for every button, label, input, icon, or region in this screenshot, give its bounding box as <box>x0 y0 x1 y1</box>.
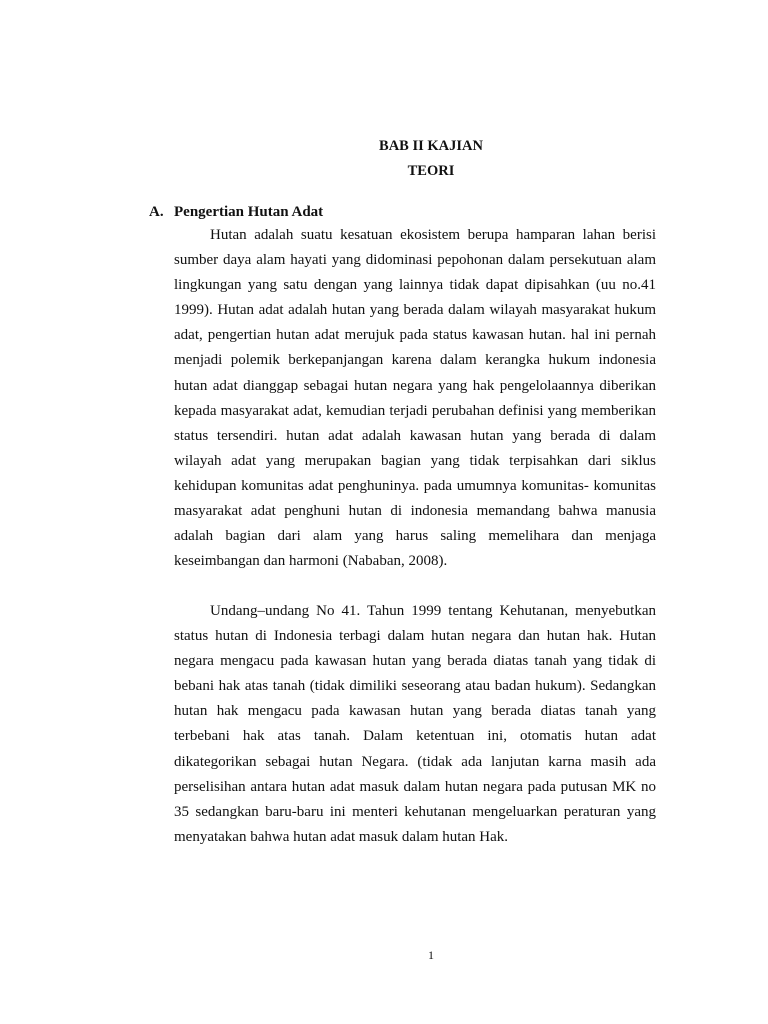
page-number: 1 <box>428 948 434 962</box>
section-heading <box>149 200 323 225</box>
section-number: A. <box>149 204 164 220</box>
paragraph-2: Undang–undang No 41. Tahun 1999 tentang Kehutanan, menyebutkan status hutan di Indonesia terbagi dalam hutan negara dan hutan hak. Hutan negara mengacu pada kawasan hutan yang berada diatas tanah yang tidak di bebani hak atas tanah (tidak dimiliki seseorang atau badan hukum). Sedangkan hutan hak mengacu pada kawasan hutan yang berada diatas tanah yang terbebani hak atas tanah. Dalam ketentuan ini, otomatis hutan adat dikategorikan sebagai hutan Negara. (tidak ada lanjutan karna masih ada perselisihan antara hutan adat masuk dalam hutan negara pada putusan MK no 35 sedangkan baru-baru ini menteri kehutanan mengeluarkan peraturan yang menyatakan bahwa hutan adat masuk dalam hutan Hak. <box>174 603 656 845</box>
section-heading-text: Pengertian Hutan Adat <box>174 204 324 220</box>
chapter-title-line1: BAB II KAJIAN <box>379 138 483 154</box>
chapter-title-line2: TEORI <box>407 163 455 179</box>
paragraph-1: Hutan adalah suatu kesatuan ekosistem berupa hamparan lahan berisi sumber daya alam hayati yang didominasi pepohonan dalam persekutuan alam lingkungan yang satu dengan yang lainnya tidak dapat dipisahkan (uu no.41 1999). Hutan adat adalah hutan yang berada dalam wilayah masyarakat hukum adat, pengertian hutan adat merujuk pada status kawasan hutan. hal ini pernah menjadi polemik berkepanjangan karena dalam kerangka hukum indonesia hutan adat dianggap sebagai hutan negara yang hak pengelolaannya diberikan kepada masyarakat adat, kemudian terjadi perubahan definisi yang memberikan status tersendiri. hutan adat adalah kawasan hutan yang berada di dalam wilayah adat yang merupakan bagian yang tidak terpisahkan dari siklus kehidupan komunitas adat penghuninya. pada umumnya komunitas- komunitas masyarakat adat penghuni hutan di indonesia memandang bahwa manusia adalah bagian dari alam yang harus saling memelihara dan menjaga keseimbangan dan harmoni (Nababan, 2008). <box>174 227 656 570</box>
